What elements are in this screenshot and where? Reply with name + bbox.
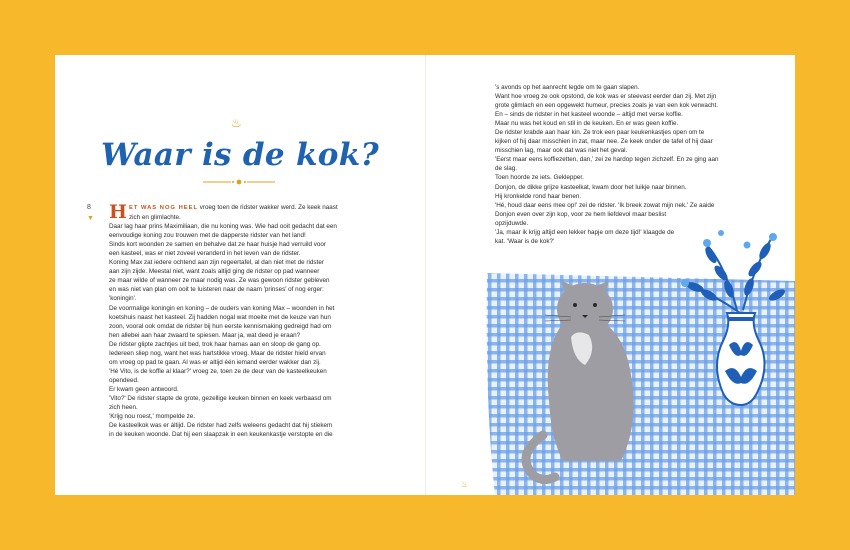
text-line: 'Vito?' De ridster stapte de grote, gezellige keuken binnen en keek verbaasd om [109, 394, 332, 402]
divider-ornament-icon [201, 178, 277, 186]
text-line: opendeed. [109, 376, 139, 384]
text-line: een kasteel, was er niet zoveel veranderd in het leven van de ridster. [109, 250, 301, 258]
text-line: kat. 'Waar is de kok?' [495, 237, 555, 245]
text-line: 'Ja, maar ik krijg altijd een lekker hapje om deze tijd!' klaagde de [495, 228, 675, 236]
left-page [55, 55, 425, 495]
text-line: 'Eerst maar eens koffiezetten, dan,' zei ze hardop tegen zichzelf. En ze ging aan [495, 156, 719, 164]
page-marker-icon: ▼ [87, 215, 94, 222]
text-line: grote glimlach en een opgewekt humeur, precies zoals je van een kok verwacht. [495, 102, 718, 110]
cat-and-vase-illustration [425, 225, 795, 495]
text-line: Want hoe vroeg ze ook opstond, de kok was er steevast eerder dan zij. Met zijn [495, 93, 717, 101]
text-line: De ridster krabde aan haar kin. Ze trok een paar keukenkastjes open om te [495, 129, 705, 137]
fireplace-mark-icon: ♨ [461, 480, 469, 489]
text-line: De kasteelkok was er áltijd. De ridster had zelfs weleens gedacht dat hij stiekem [109, 422, 333, 430]
left-text-column [109, 203, 364, 439]
text-line: vroeg toen de ridster wakker werd. Ze keek naast [198, 204, 338, 211]
text-line: Daar lag haar prins Maximiliaan, die nu koning was. Wie had ooit gedacht dat een [109, 223, 337, 231]
text-line: zoon, vooral ook omdat de ridster bij hun eerste kennismaking gedreigd had om [109, 322, 332, 330]
text-line: 'koningin'. [109, 295, 137, 303]
text-line: 'Krijg nou roest,' mompelde ze. [109, 413, 196, 421]
text-line: opzijduwde. [495, 219, 529, 227]
text-line: Iedereen sliep nog, want het was hartstikke vroeg. Maar de ridster hield ervan [109, 349, 326, 357]
text-line: kijken of hij daar misschien in zat, maar nee. Ze keek onder de tafel of hij daar [495, 138, 713, 146]
text-line: Sinds kort woonden ze samen en behalve dat ze haar huisje had verruild voor [109, 241, 327, 249]
right-text-column [495, 83, 757, 246]
opening-words: ET WAS NOG HEEL [128, 205, 199, 211]
text-line: 's avonds op het aanrecht legde om te gaan slapen. [495, 84, 640, 91]
text-line: De ridster glipte zachtjes uit bed, trok haar harnas aan en sloop de gang op. [109, 340, 321, 348]
text-line: ze maar wilde of wanneer ze maar nodig was. Ze was gewoon ridster gebleven [109, 277, 330, 285]
text-line: En – sinds de ridster in het kasteel woonde – altijd met verse koffie. [495, 111, 683, 119]
chapter-title: Waar is de kok? [101, 137, 379, 173]
crown-ornament-icon: ♨ [231, 116, 242, 130]
text-line: zich heen. [109, 404, 138, 412]
text-line: hen allebei aan haar zwaard te spiesen. Maar ja, wat deed je eraan? [109, 331, 301, 339]
text-line: 'Hé, houd daar eens mee op!' zei de ridster. 'Ik breek zowat mijn nek.' Ze aaide [495, 201, 715, 209]
text-line: Er kwam geen antwoord. [109, 385, 179, 393]
text-line: en was niet van plan om ooit te luisteren naar de naam 'prinses' of nog erger: [109, 286, 324, 294]
text-line: eenvoudige koning zou trouwen met de dapperste ridster van het land! [109, 232, 306, 240]
page-number: 8 [87, 204, 91, 211]
text-line: in de keuken woonde. Dat hij een slaapzak in een keukenkastje verstopte en die [109, 431, 333, 439]
text-line: om vroeg op pad te gaan. Al was er altijd één iemand eerder wakker dan zij. [109, 358, 321, 366]
text-line: de slag. [495, 165, 518, 173]
text-line: misschien lag, maar ook dat was niet het geval. [495, 147, 628, 155]
book-spread [55, 55, 795, 495]
text-line: Toen hoorde ze iets. Geklepper. [495, 174, 584, 182]
text-line: Hij kronkelde rond haar benen. [495, 192, 582, 200]
text-line: Koning Max zat iedere ochtend aan zijn regeertafel, al dan niet met de ridster [109, 259, 324, 267]
drop-cap: H [109, 201, 127, 223]
text-line: Donjon even over zijn kop, voor ze hem liefdevol maar beslist [495, 210, 667, 218]
text-line: zich en glimlachte. [128, 214, 181, 222]
text-line: 'Hé Vito, is de koffie al klaar?' vroeg ze, toen ze de deur van de kasteelkeuken [109, 367, 327, 375]
text-line: Maar nu was het koud en stil in de keuken. En er was geen koffie. [495, 120, 679, 128]
text-line: Donjon, de dikke grijze kasteelkat, kwam door het luikje naar binnen. [495, 183, 687, 191]
text-line: aan zijn zijde. Meestal niet, want zoals altijd ging de ridster op pad wanneer [109, 268, 320, 276]
text-line: De voormalige koningin en koning – de ouders van koning Max – woonden in het [109, 304, 335, 312]
text-line: koetshuis naast het kasteel. Zij hadden nogal wat moeite met de keuze van hun [109, 313, 331, 321]
